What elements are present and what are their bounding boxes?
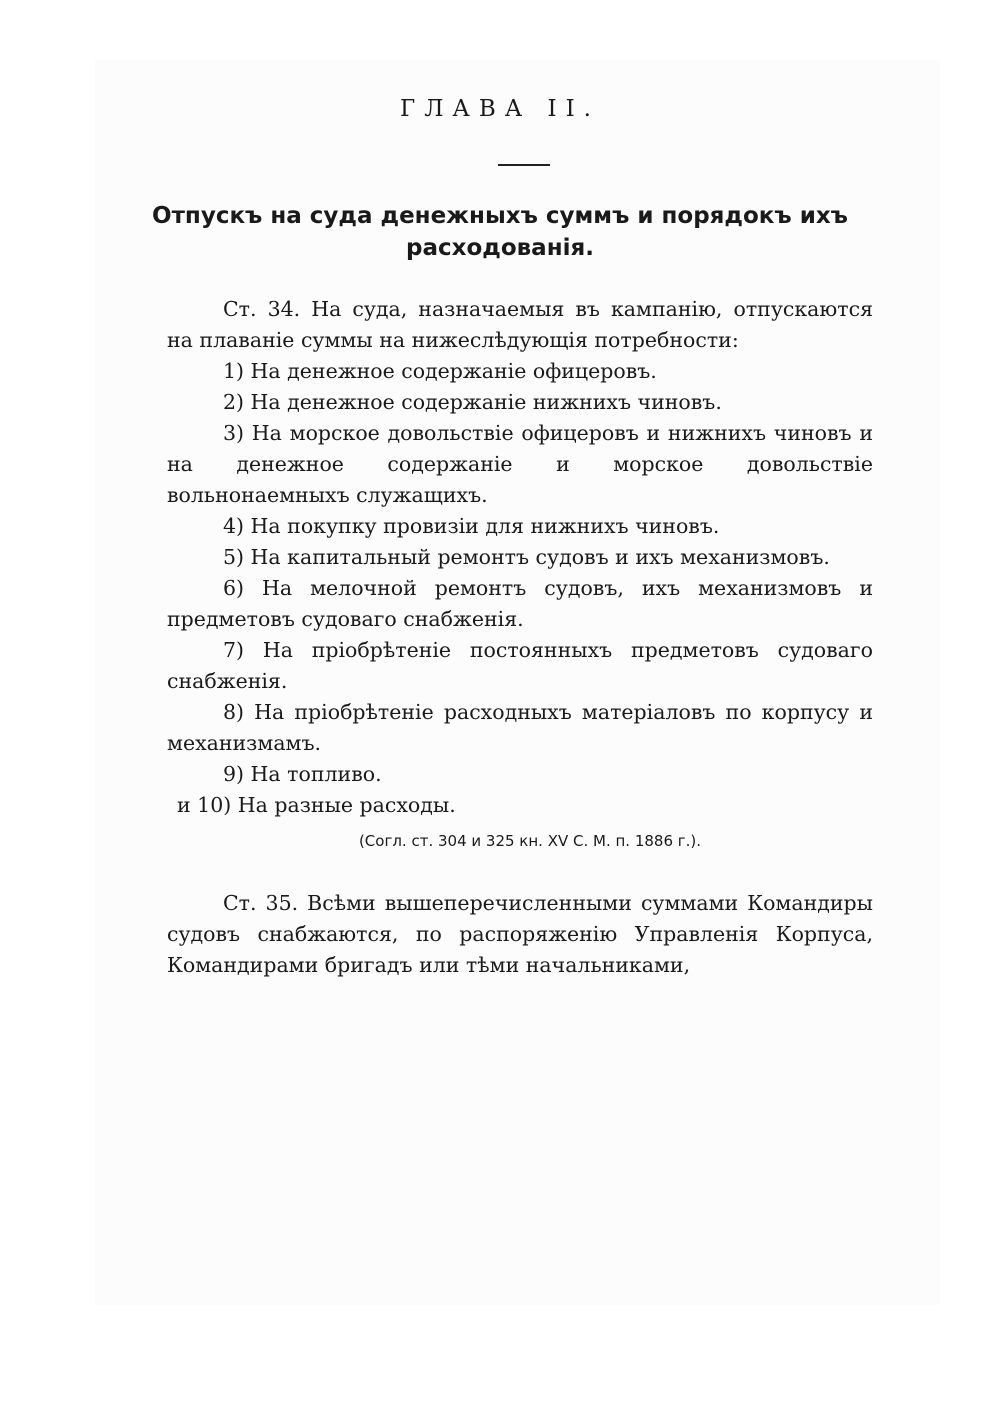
article-34-item-8: 8) На пріобрѣтеніе расходныхъ матеріаловъ по корпусу и механизмамъ.	[167, 700, 873, 755]
article-34-item-10: и 10) На разные расходы.	[177, 793, 456, 817]
article-34-item-5: 5) На капитальный ремонтъ судовъ и ихъ механизмовъ.	[223, 545, 830, 569]
article-34-item-4: 4) На покупку провизіи для нижнихъ чиновъ.	[223, 514, 720, 538]
article-34-item-2: 2) На денежное содержаніе нижнихъ чиновъ.	[223, 390, 722, 414]
chapter-title	[150, 200, 850, 264]
document-body	[167, 294, 873, 981]
chapter-heading: ГЛАВА II.	[400, 96, 600, 122]
article-34-source-note: (Согл. ст. 304 и 325 кн. XV С. М. п. 1886 г.).	[358, 832, 702, 850]
article-34-item-1: 1) На денежное содержаніе офицеровъ.	[223, 359, 657, 383]
article-34-intro: Ст. 34. На суда, назначаемыя въ кампанію, отпускаются на плаваніе суммы на нижеслѣдующія потребности:	[167, 297, 873, 352]
article-34-item-3: 3) На морское довольствіе офицеровъ и нижнихъ чиновъ и на денежное содержаніе и морское довольствіе вольнонаемныхъ служащихъ.	[167, 421, 873, 507]
article-34-item-9: 9) На топливо.	[223, 762, 382, 786]
chapter-title-line-1: Отпускъ на суда денежныхъ суммъ и порядокъ ихъ	[152, 203, 848, 229]
heading-rule	[498, 164, 550, 166]
chapter-title-line-2: расходованія.	[406, 235, 594, 261]
article-34-item-6: 6) На мелочной ремонтъ судовъ, ихъ механизмовъ и предметовъ судоваго снабженія.	[167, 576, 873, 631]
article-34-item-7: 7) На пріобрѣтеніе постоянныхъ предметовъ судоваго снабженія.	[167, 638, 873, 693]
article-35-text: Ст. 35. Всѣми вышеперечисленными суммами Командиры судовъ снабжаются, по распоряженію Управленія Корпуса, Командирами бригадъ или тѣми начальниками,	[167, 891, 873, 977]
